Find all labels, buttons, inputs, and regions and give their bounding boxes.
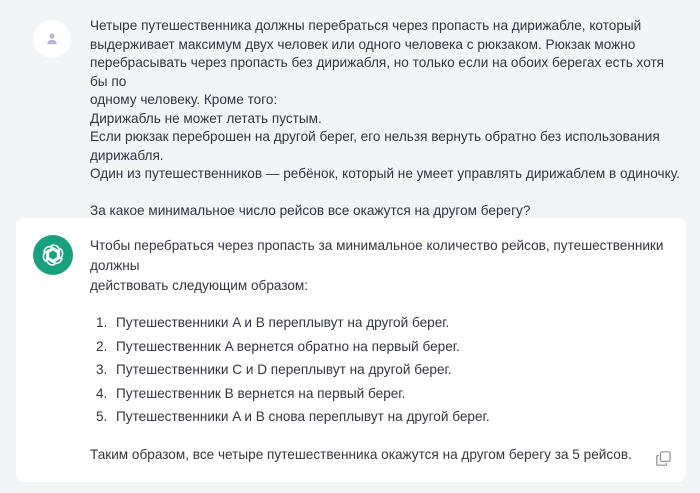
- step-text: Путешественник B вернется на первый берег.: [116, 385, 406, 401]
- user-icon: [45, 32, 59, 46]
- user-line: Если рюкзак переброшен на другой берег, его нельзя вернуть обратно без использования: [90, 129, 660, 144]
- copy-icon: [656, 451, 671, 466]
- step-number: 1.: [96, 315, 108, 330]
- assistant-message-text: [90, 236, 675, 465]
- assistant-avatar: [33, 235, 73, 275]
- user-line: Один из путешественников — ребёнок, который не умеет управлять дирижаблем в одиночку.: [90, 166, 680, 181]
- user-line: Четыре путешественника должны перебраться через пропасть на дирижабле, который: [90, 18, 642, 33]
- list-item: [90, 313, 675, 337]
- user-question: За какое минимальное число рейсов все окажутся на другом берегу?: [90, 203, 531, 218]
- steps-list: [90, 313, 675, 431]
- user-message-text: [90, 17, 680, 221]
- step-number: 4.: [96, 385, 108, 401]
- step-text: Путешественники A и B переплывут на другой берег.: [116, 315, 450, 330]
- copy-button[interactable]: [654, 449, 672, 467]
- user-line-blank: [90, 184, 680, 203]
- user-line: дирижабля.: [90, 147, 164, 163]
- list-item: [90, 360, 675, 384]
- openai-logo-icon: [40, 242, 66, 268]
- step-number: 3.: [96, 362, 108, 377]
- step-text: Путешественник A вернется обратно на первый берег.: [116, 338, 460, 354]
- assistant-message: [16, 218, 686, 482]
- step-text: Путешественники C и D переплывут на другой берег.: [116, 362, 452, 377]
- step-number: 5.: [96, 409, 108, 424]
- list-item: [90, 407, 675, 431]
- step-number: 2.: [96, 338, 108, 354]
- user-line: одному человеку. Кроме того:: [90, 92, 278, 107]
- list-item: [90, 337, 675, 361]
- list-item: [90, 384, 675, 408]
- step-text: Путешественники A и B снова переплывут на другой берег.: [116, 409, 490, 424]
- user-message: [0, 0, 700, 218]
- assistant-intro-line: Чтобы перебраться через пропасть за минимальное количество рейсов, путешественники должны: [90, 238, 664, 273]
- user-line: Дирижабль не может летать пустым.: [90, 110, 322, 126]
- user-line: выдерживает максимум двух человек или одного человека с рюкзаком. Рюкзак можно: [90, 36, 636, 52]
- assistant-summary: Таким образом, все четыре путешественника окажутся на другом берегу за 5 рейсов.: [90, 446, 632, 462]
- user-line: перебрасывать через пропасть без дирижабля, но только если на обоих берегах есть хотя бы по: [90, 55, 665, 89]
- user-avatar: [33, 20, 71, 58]
- assistant-intro-line: действовать следующим образом:: [90, 278, 309, 293]
